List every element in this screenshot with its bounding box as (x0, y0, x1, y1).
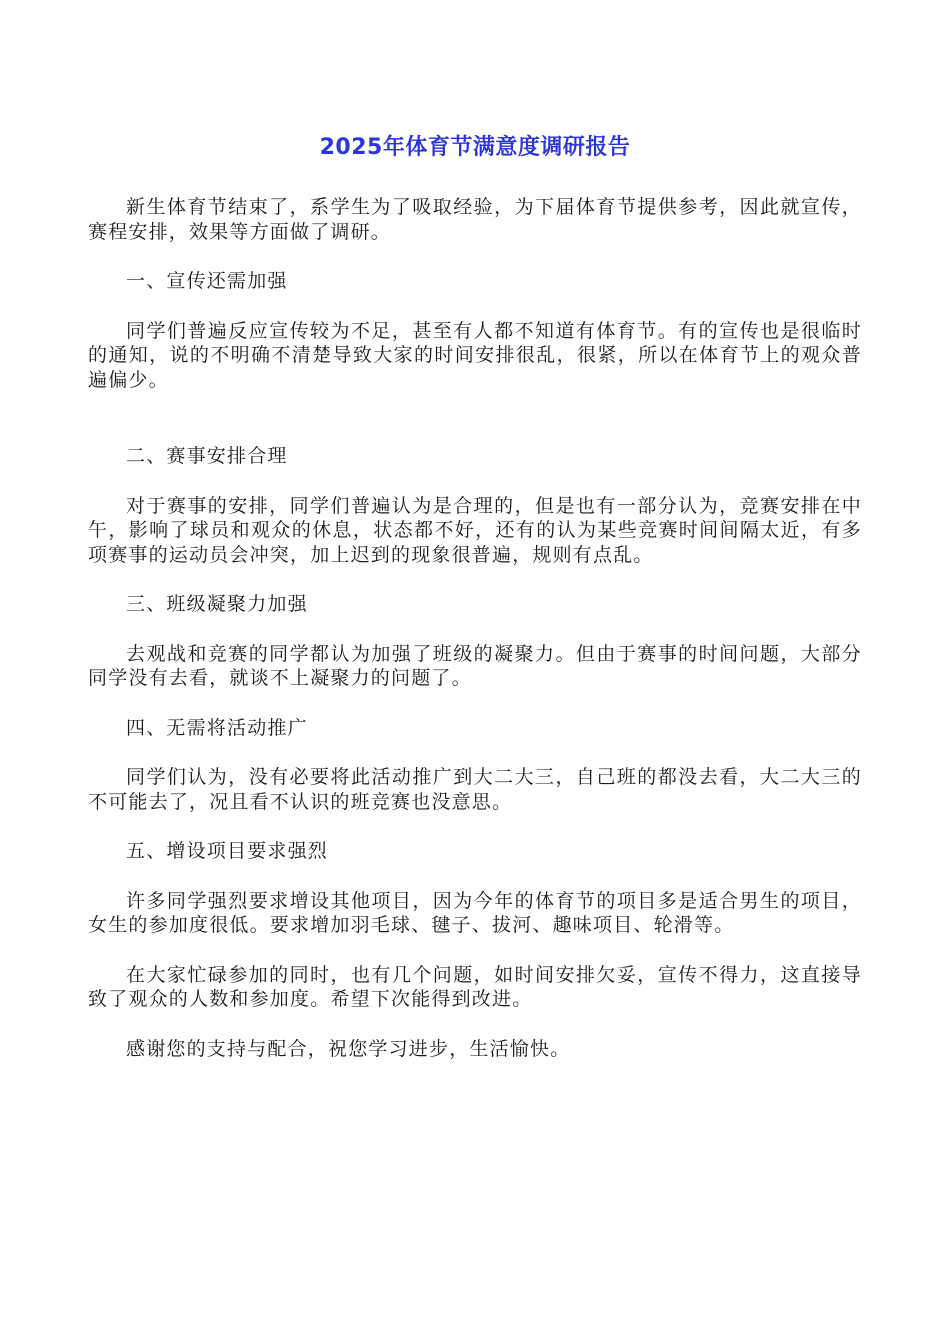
section-body-publicity: 同学们普遍反应宣传较为不足，甚至有人都不知道有体育节。有的宣传也是很临时的通知，说的不明确不清楚导致大家的时间安排很乱，很紧，所以在体育节上的观众普遍偏少。 (88, 319, 862, 391)
closing-paragraph: 感谢您的支持与配合，祝您学习进步，生活愉快。 (126, 1037, 571, 1060)
section-body-cohesion: 去观战和竞赛的同学都认为加强了班级的凝聚力。但由于赛事的时间问题，大部分同学没有去看，就谈不上凝聚力的问题了。 (88, 642, 862, 689)
conclusion-paragraph: 在大家忙碌参加的同时，也有几个问题，如时间安排欠妥，宣传不得力，这直接导致了观众的人数和参加度。希望下次能得到改进。 (88, 963, 862, 1010)
section-body-schedule: 对于赛事的安排，同学们普遍认为是合理的，但是也有一部分认为，竞赛安排在中午，影响了球员和观众的休息，状态都不好，还有的认为某些竞赛时间间隔太近，有多项赛事的运动员会冲突，加上迟到的现象很普遍，规则有点乱。 (88, 494, 862, 566)
section-heading-schedule: 二、赛事安排合理 (126, 445, 288, 467)
section-heading-publicity: 一、宣传还需加强 (126, 270, 288, 292)
document-page (88, 130, 862, 1061)
section-heading-new-events: 五、增设项目要求强烈 (126, 840, 329, 862)
section-heading-promotion: 四、无需将活动推广 (126, 716, 308, 739)
document-title: 2025年体育节满意度调研报告 (319, 135, 631, 160)
section-body-new-events: 许多同学强烈要求增设其他项目，因为今年的体育节的项目多是适合男生的项目，女生的参加度很低。要求增加羽毛球、毽子、拔河、趣味项目、轮滑等。 (88, 889, 862, 936)
intro-paragraph: 新生体育节结束了，系学生为了吸取经验，为下届体育节提供参考，因此就宣传，赛程安排，效果等方面做了调研。 (88, 196, 862, 243)
section-body-promotion: 同学们认为，没有必要将此活动推广到大二大三，自己班的都没去看，大二大三的不可能去了，况且看不认识的班竞赛也没意思。 (88, 766, 862, 813)
section-heading-cohesion: 三、班级凝聚力加强 (126, 593, 308, 615)
